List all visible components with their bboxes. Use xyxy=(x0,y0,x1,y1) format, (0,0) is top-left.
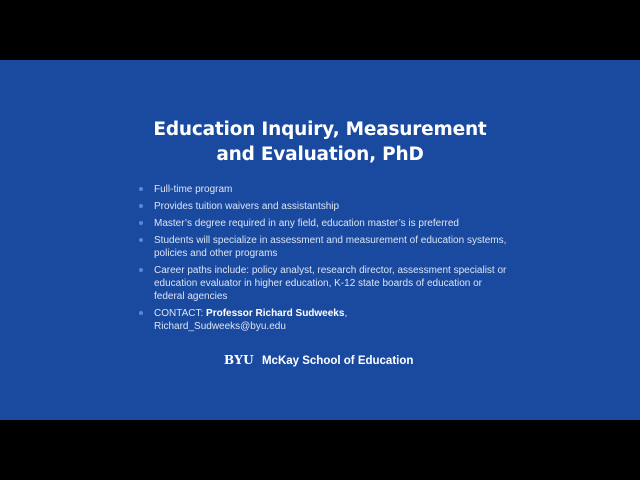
slide-title-line-2: and Evaluation, PhD xyxy=(216,144,424,165)
bullet-dot-icon xyxy=(139,221,143,225)
bullet-text: Full-time program xyxy=(154,184,233,195)
contact-name: Professor Richard Sudweeks xyxy=(206,308,345,319)
contact-separator: , xyxy=(344,308,348,319)
bullet-item xyxy=(139,200,509,213)
bullet-text: Master’s degree required in any field, education master’s is preferred xyxy=(154,218,459,229)
bullet-text: Provides tuition waivers and assistantship xyxy=(154,201,340,212)
byu-mckay-logo xyxy=(224,349,424,368)
bullet-item xyxy=(139,234,509,260)
slide xyxy=(0,60,640,420)
bullet-item xyxy=(139,217,509,230)
bullet-text: Career paths include: policy analyst, research director, assessment specialist or education evaluator in higher education, K-12 state boards of education or federal agencies xyxy=(154,265,507,302)
bullet-item xyxy=(139,264,509,303)
bullet-list xyxy=(139,183,509,337)
bullet-dot-icon xyxy=(139,238,143,242)
letterbox-top xyxy=(0,0,640,60)
byu-logo-mark: BYU xyxy=(224,353,254,367)
school-name: McKay School of Education xyxy=(261,355,414,367)
bullet-dot-icon xyxy=(139,311,143,315)
contact-label: CONTACT: xyxy=(154,308,204,319)
letterbox-bottom xyxy=(0,420,640,480)
bullet-dot-icon xyxy=(139,204,143,208)
slide-title-line-1: Education Inquiry, Measurement xyxy=(153,119,487,140)
bullet-dot-icon xyxy=(139,268,143,272)
bullet-text: Students will specialize in assessment and measurement of education systems, policies and other programs xyxy=(154,235,507,259)
contact-item xyxy=(139,307,509,333)
contact-email: Richard_Sudweeks@byu.edu xyxy=(154,321,286,332)
bullet-item xyxy=(139,183,509,196)
bullet-dot-icon xyxy=(139,187,143,191)
slide-title xyxy=(0,117,640,167)
